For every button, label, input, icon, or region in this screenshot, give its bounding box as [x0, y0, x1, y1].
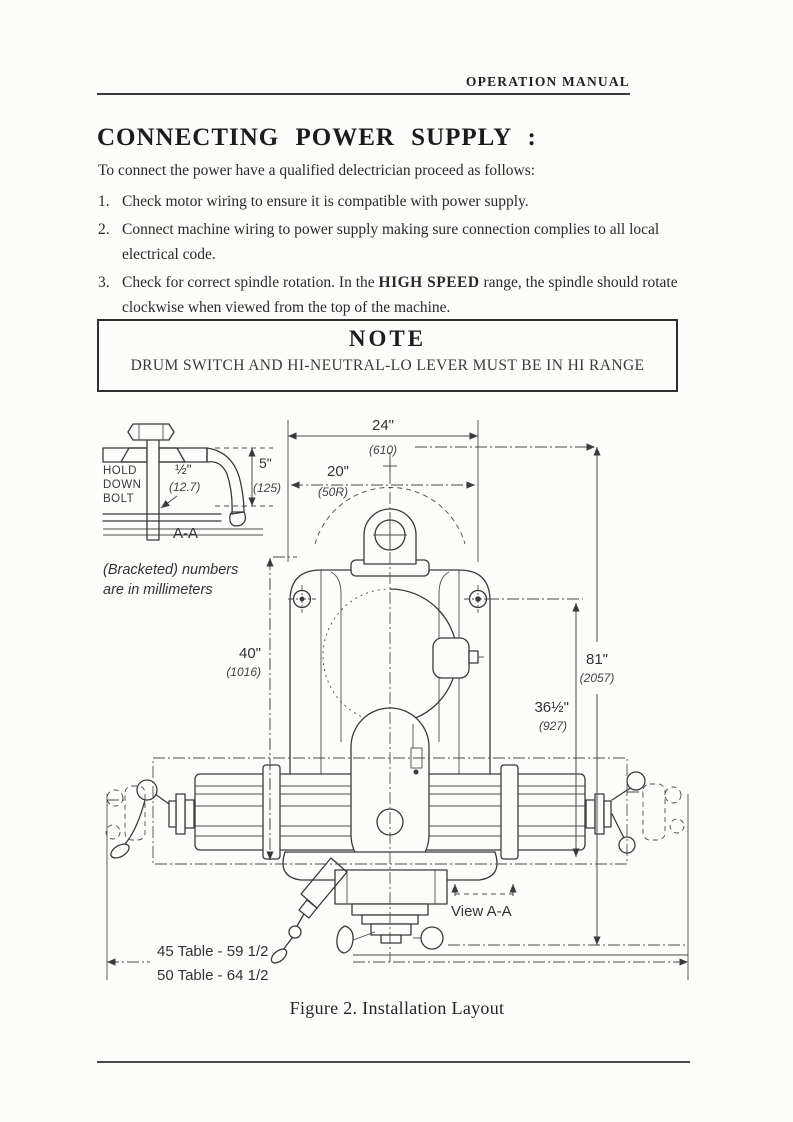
flange-dim-inches: 5"	[259, 455, 272, 471]
svg-text:DOWN: DOWN	[103, 479, 142, 491]
header-rule	[97, 93, 630, 95]
svg-text:BOLT: BOLT	[103, 493, 135, 505]
list-item	[98, 217, 683, 267]
flange-dim-mm: (125)	[253, 481, 282, 495]
list-item-text-pre: Check for correct spindle rotation. In the	[122, 274, 379, 292]
high-speed-emphasis: HIGH SPEED	[378, 274, 480, 292]
installation-layout-diagram	[95, 402, 695, 994]
feed-handle-right	[586, 772, 645, 853]
table-45-dim: 45 Table - 59 1/2	[157, 943, 269, 960]
ghost-handle-right	[627, 784, 684, 840]
dim-81-mm: (2057)	[579, 671, 615, 685]
note-heading: NOTE	[348, 326, 427, 351]
list-item-text-post: range, the spindle should rotate clockwise when viewed from the top of the machine.	[122, 274, 678, 317]
quill-knob	[421, 927, 443, 949]
table-50-dim: 50 Table - 64 1/2	[157, 967, 269, 984]
section-aa-detail	[103, 424, 281, 542]
dim-36-mm: (927)	[538, 719, 567, 733]
list-item-text: Check motor wiring to ensure it is compatible with power supply.	[122, 193, 529, 210]
bolt-shaft	[147, 438, 159, 540]
page-header: OPERATION MANUAL	[465, 74, 630, 89]
dim-24-inches: 24"	[371, 417, 395, 434]
dim-20-inches: 20"	[326, 463, 350, 480]
view-aa-label: View A-A	[451, 903, 512, 920]
mounting-hole-left	[288, 585, 316, 613]
feed-handle-left	[109, 780, 194, 861]
dim-40-mm: (1016)	[226, 665, 261, 679]
bolt-dim-inches: ½"	[175, 461, 192, 477]
saddle-plate-left	[263, 765, 280, 859]
figure-caption: Figure 2. Installation Layout	[289, 998, 505, 1018]
flange-curve	[207, 448, 244, 514]
footer-rule	[97, 1061, 690, 1063]
note-box	[97, 319, 678, 392]
note-text: DRUM SWITCH AND HI-NEUTRAL-LO LEVER MUST BE IN HI RANGE	[130, 357, 645, 374]
section-title: CONNECTING POWER SUPPLY :	[97, 124, 537, 151]
quill-handle	[337, 926, 353, 953]
dim-20-mm: (50R)	[317, 485, 349, 499]
switch-knob	[433, 638, 469, 678]
bolt-pointer-arrow	[161, 496, 177, 508]
instruction-list	[98, 189, 683, 324]
list-item-text: Connect machine wiring to power supply making sure connection complies to all local electrical code.	[122, 221, 660, 264]
list-item-number: 3.	[98, 274, 110, 292]
intro-paragraph: To connect the power have a qualified delectrician proceed as follows:	[98, 162, 536, 179]
section-label: A-A	[173, 525, 199, 542]
svg-text:are in millimeters: are in millimeters	[103, 582, 213, 598]
bolt-dim-mm: (12.7)	[169, 480, 201, 494]
list-item	[98, 270, 683, 320]
dim-36-inches: 36½"	[534, 699, 569, 716]
list-item-number: 1.	[98, 193, 110, 210]
list-item-text	[122, 270, 683, 320]
list-item	[98, 189, 683, 214]
hold-down-bolt-label: HOLD	[103, 465, 137, 477]
dim-24-mm: (610)	[368, 443, 398, 457]
list-item-number: 2.	[98, 221, 110, 239]
saddle-plate-right	[501, 765, 518, 859]
dim-81-inches: 81"	[585, 651, 609, 668]
bolt-hex-head	[128, 424, 174, 440]
bracket-note: (Bracketed) numbers	[103, 562, 239, 578]
dim-40-inches: 40"	[238, 645, 261, 662]
